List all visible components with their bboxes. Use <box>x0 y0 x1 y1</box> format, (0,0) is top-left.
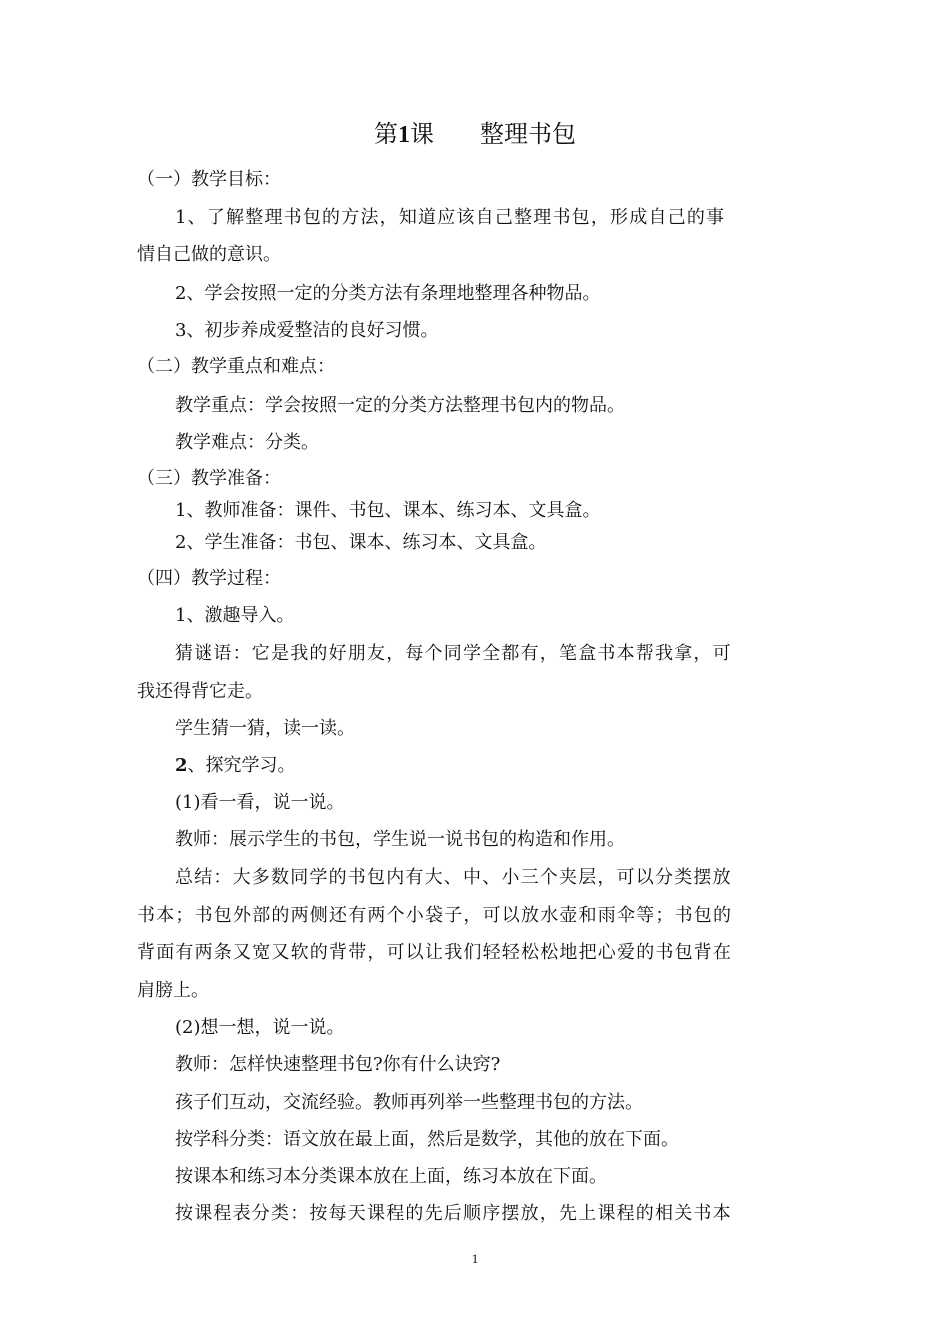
student-guess: 学生猜一猜，读一读。 <box>175 718 355 739</box>
method-by-subject: 按学科分类：语文放在最上面，然后是数学，其他的放在下面。 <box>175 1129 679 1150</box>
riddle-cont: 我还得背它走。 <box>137 681 263 702</box>
sub-step-2: (2)想一想，说一说。 <box>175 1017 345 1038</box>
teacher-preparation: 1、教师准备：课件、书包、课本、练习本、文具盒。 <box>175 500 601 521</box>
objectives-heading: （一）教学目标： <box>137 169 281 190</box>
summary-cont-3: 肩膀上。 <box>137 980 209 1001</box>
step-2-number: 2 <box>175 755 188 776</box>
objective-3: 3、初步养成爱整洁的良好习惯。 <box>175 320 439 341</box>
key-points-heading: （二）教学重点和难点： <box>137 356 335 377</box>
preparation-heading: （三）教学准备： <box>137 468 281 489</box>
objective-1-cont: 情自己做的意识。 <box>137 244 281 265</box>
title-name: 整理书包 <box>480 120 576 148</box>
objective-1: 1、了解整理书包的方法，知道应该自己整理书包，形成自己的事 <box>175 207 726 228</box>
page-title <box>0 114 950 155</box>
sub-step-1: (1)看一看，说一说。 <box>175 792 345 813</box>
step-2 <box>175 753 296 779</box>
riddle: 猜谜语：它是我的好朋友，每个同学全都有，笔盒书本帮我拿，可 <box>175 643 732 664</box>
interaction: 孩子们互动，交流经验。教师再列举一些整理书包的方法。 <box>175 1092 643 1113</box>
process-heading: （四）教学过程： <box>137 568 281 589</box>
summary: 总结：大多数同学的书包内有大、中、小三个夹层，可以分类摆放 <box>175 867 732 888</box>
difficulty: 教学难点：分类。 <box>175 432 319 453</box>
summary-cont-1: 书本；书包外部的两侧还有两个小袋子，可以放水壶和雨伞等；书包的 <box>137 905 733 926</box>
student-preparation: 2、学生准备：书包、课本、练习本、文具盒。 <box>175 532 547 553</box>
summary-cont-2: 背面有两条又宽又软的背带，可以让我们轻轻松松地把心爱的书包背在 <box>137 942 733 963</box>
title-suffix: 课 <box>410 120 434 148</box>
step-2-text: 、探究学习。 <box>187 755 296 776</box>
teacher-activity-1: 教师：展示学生的书包，学生说一说书包的构造和作用。 <box>175 829 625 850</box>
method-by-book: 按课本和练习本分类课本放在上面，练习本放在下面。 <box>175 1166 607 1187</box>
title-prefix: 第 <box>374 120 398 148</box>
step-1: 1、激趣导入。 <box>175 605 295 626</box>
objective-2: 2、学会按照一定的分类方法有条理地整理各种物品。 <box>175 283 601 304</box>
page-number: 1 <box>471 1251 479 1266</box>
title-number: 1 <box>398 122 410 148</box>
method-by-schedule: 按课程表分类：按每天课程的先后顺序摆放，先上课程的相关书本 <box>175 1203 732 1224</box>
teacher-activity-2: 教师：怎样快速整理书包?你有什么诀窍? <box>175 1054 501 1075</box>
key-point: 教学重点：学会按照一定的分类方法整理书包内的物品。 <box>175 395 625 416</box>
